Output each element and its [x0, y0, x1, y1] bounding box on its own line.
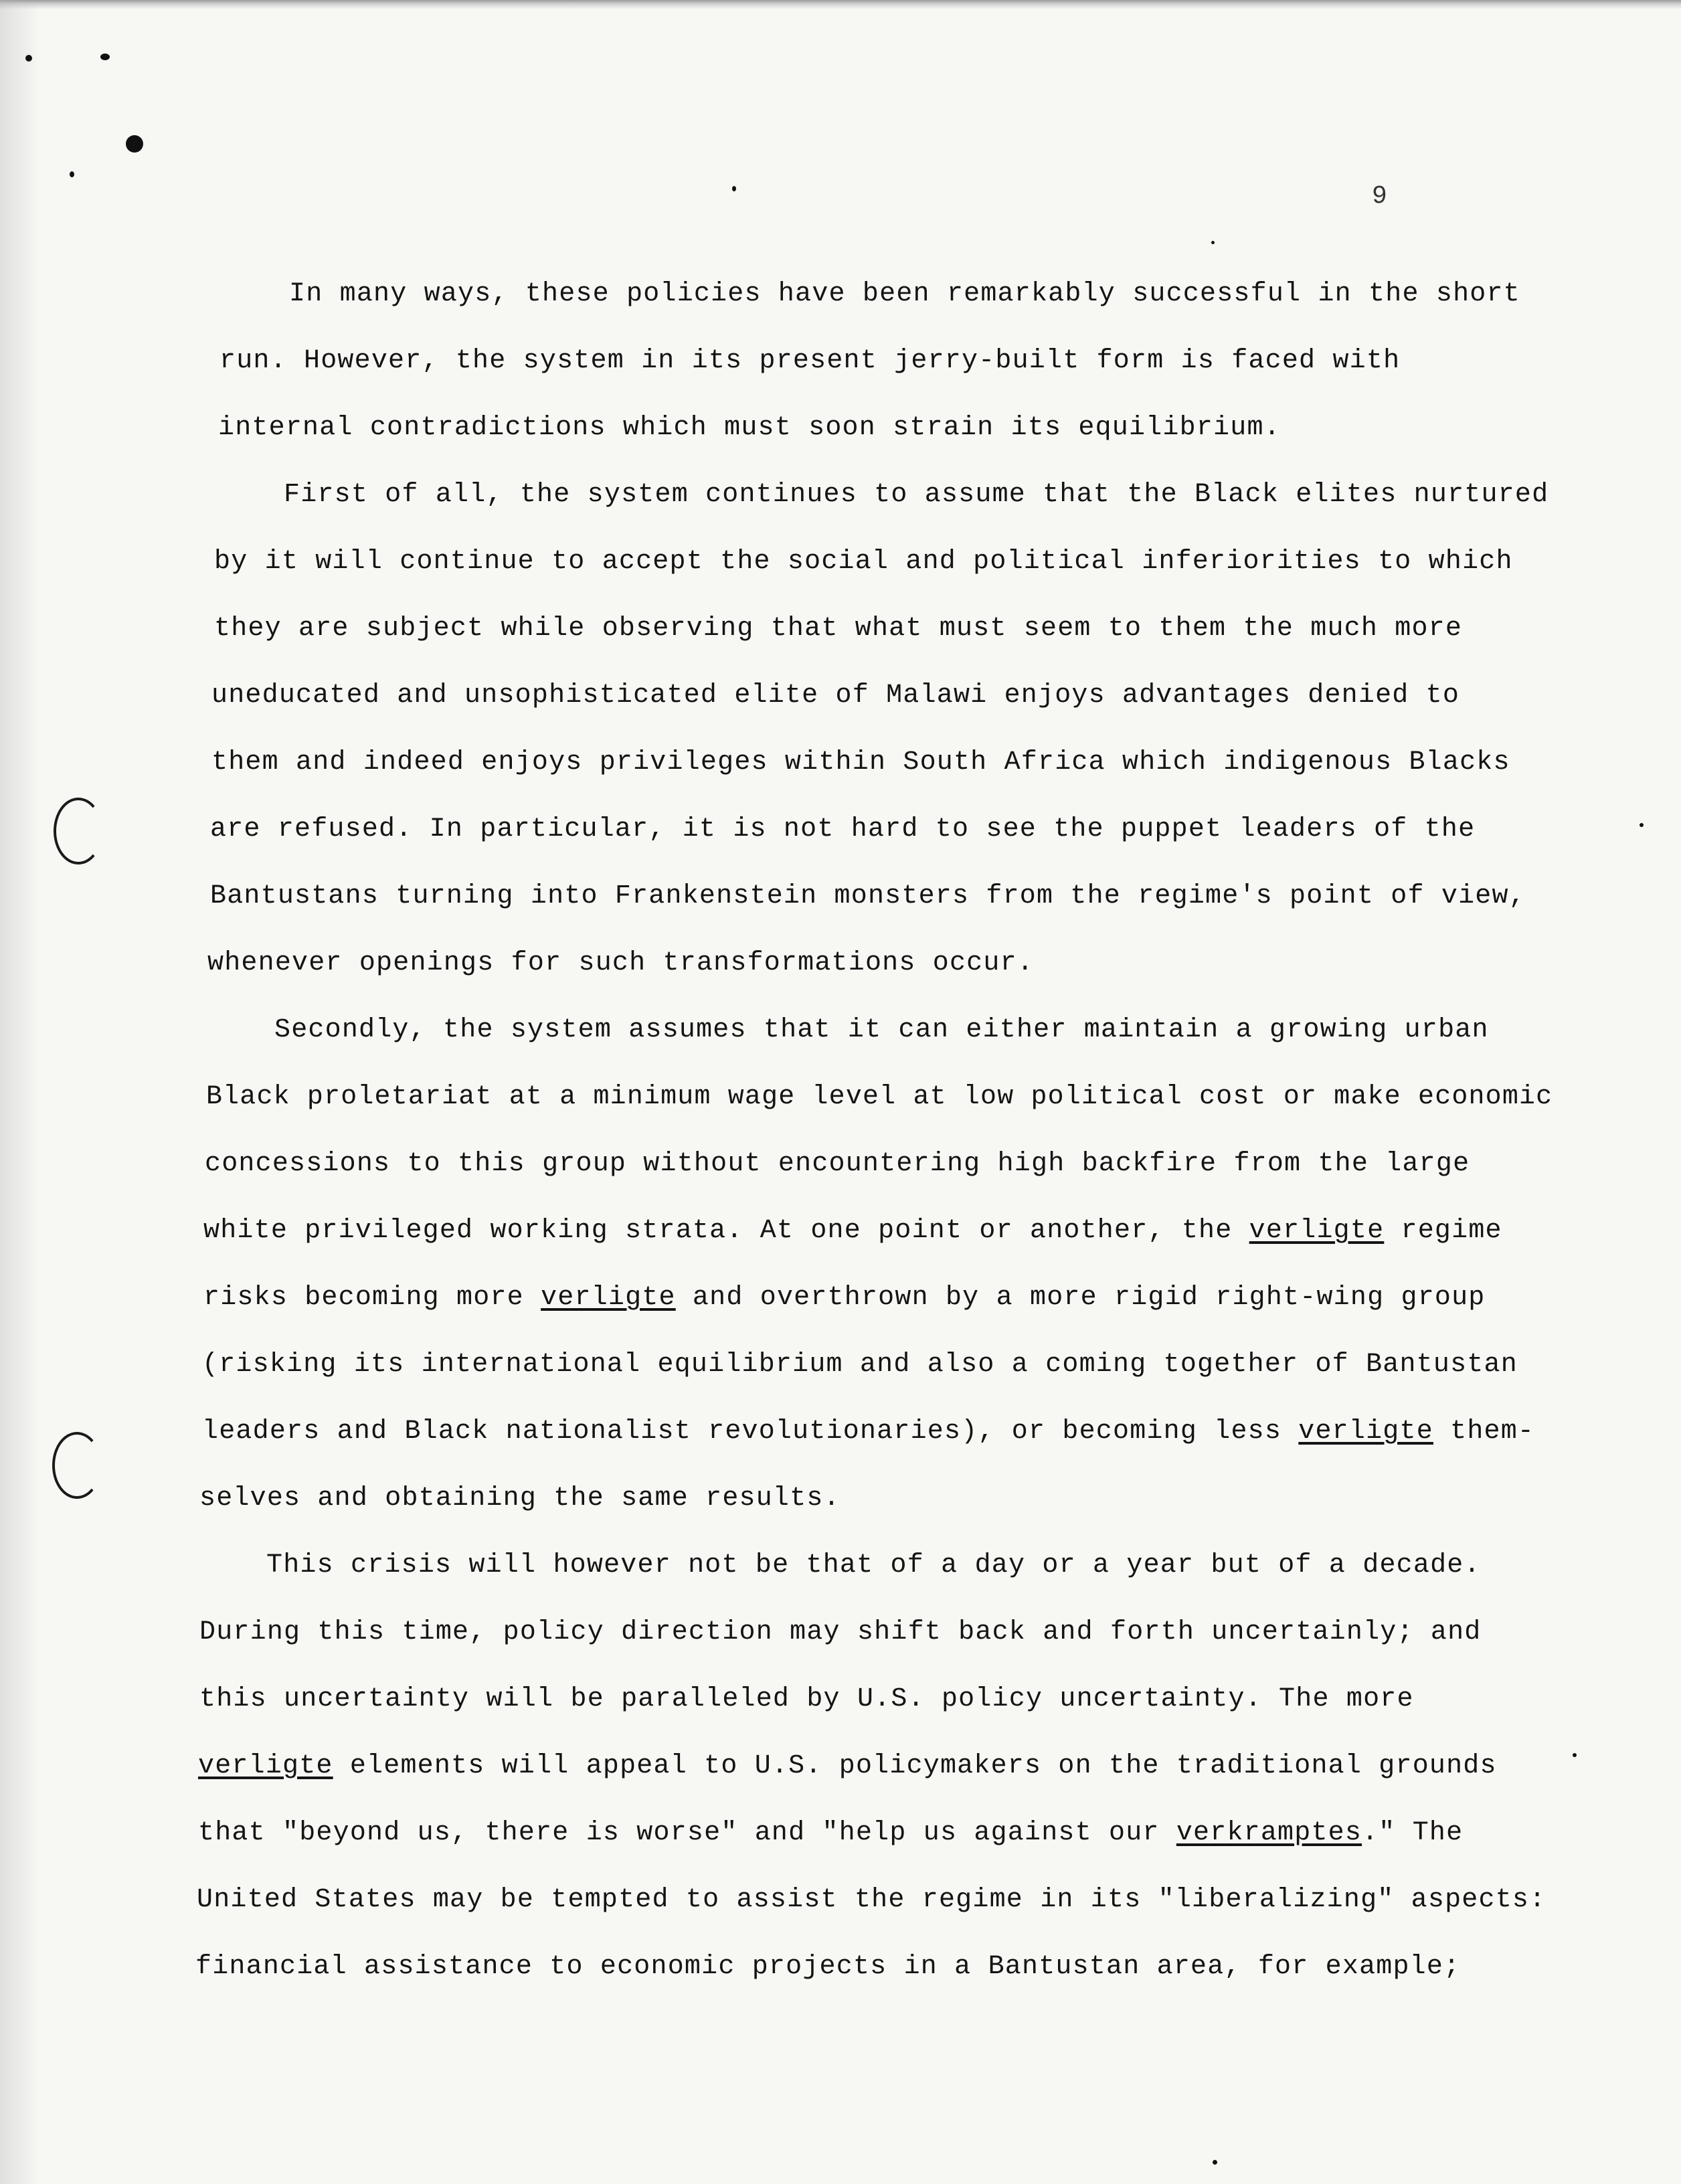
body-line: financial assistance to economic projects in a Bantustan area, for example;: [195, 1952, 1461, 1982]
body-line: (risking its international equilibrium and also a coming together of Bantustan: [202, 1350, 1518, 1380]
page-number: 9: [1372, 182, 1387, 211]
body-line: by it will continue to accept the social and political inferiorities to which: [214, 547, 1513, 577]
scan-speck: [70, 171, 74, 177]
body-line: internal contradictions which must soon strain its equilibrium.: [218, 413, 1281, 443]
body-line: In many ways, these policies have been remarkably successful in the short: [289, 279, 1520, 309]
body-line: run. However, the system in its present jerry-built form is faced with: [219, 346, 1401, 376]
scan-speck: [126, 135, 143, 153]
body-line: white privileged working strata. At one point or another, the verligte regime: [203, 1216, 1502, 1246]
scan-speck: [100, 54, 110, 60]
body-line: During this time, policy direction may shift back and forth uncertainly; and: [199, 1617, 1482, 1647]
scan-top-edge: [0, 0, 1681, 9]
body-line: This crisis will however not be that of a day or a year but of a decade.: [266, 1550, 1481, 1580]
body-line: concessions to this group without encountering high backfire from the large: [205, 1149, 1470, 1179]
body-line: risks becoming more verligte and overthrown by a more rigid right-wing group: [203, 1283, 1486, 1313]
body-line: they are subject while observing that what must seem to them the much more: [214, 614, 1463, 644]
body-line: are refused. In particular, it is not hard to see the puppet leaders of the: [210, 814, 1476, 844]
scan-speck: [25, 55, 32, 62]
body-line: United States may be tempted to assist the regime in its "liberalizing" aspects:: [197, 1885, 1546, 1915]
scan-left-edge: [0, 0, 40, 2184]
body-line: verligte elements will appeal to U.S. policymakers on the traditional grounds: [198, 1751, 1497, 1781]
body-line: uneducated and unsophisticated elite of Malawi enjoys advantages denied to: [211, 680, 1460, 711]
body-line: that "beyond us, there is worse" and "help us against our verkramptes." The: [198, 1818, 1464, 1848]
punch-hole-mark: [52, 1432, 102, 1499]
punch-hole-mark: [54, 798, 103, 864]
body-line: this uncertainty will be paralleled by U.S. policy uncertainty. The more: [199, 1684, 1414, 1714]
body-line: whenever openings for such transformations occur.: [207, 948, 1034, 978]
body-line: selves and obtaining the same results.: [199, 1483, 840, 1514]
body-line: Bantustans turning into Frankenstein monsters from the regime's point of view,: [210, 881, 1526, 911]
body-line: them and indeed enjoys privileges within South Africa which indigenous Blacks: [211, 747, 1510, 778]
scan-speck: [1640, 823, 1644, 827]
scan-speck: [1213, 2160, 1217, 2165]
body-line: First of all, the system continues to assume that the Black elites nurtured: [284, 480, 1549, 510]
body-line: leaders and Black nationalist revolutionaries), or becoming less verligte them-: [202, 1417, 1535, 1447]
body-line: Secondly, the system assumes that it can either maintain a growing urban: [274, 1015, 1489, 1045]
scan-speck: [1573, 1753, 1577, 1757]
scan-speck: [1211, 241, 1215, 244]
scan-speck: [732, 186, 736, 191]
body-line: Black proletariat at a minimum wage level at low political cost or make economic: [206, 1082, 1553, 1112]
